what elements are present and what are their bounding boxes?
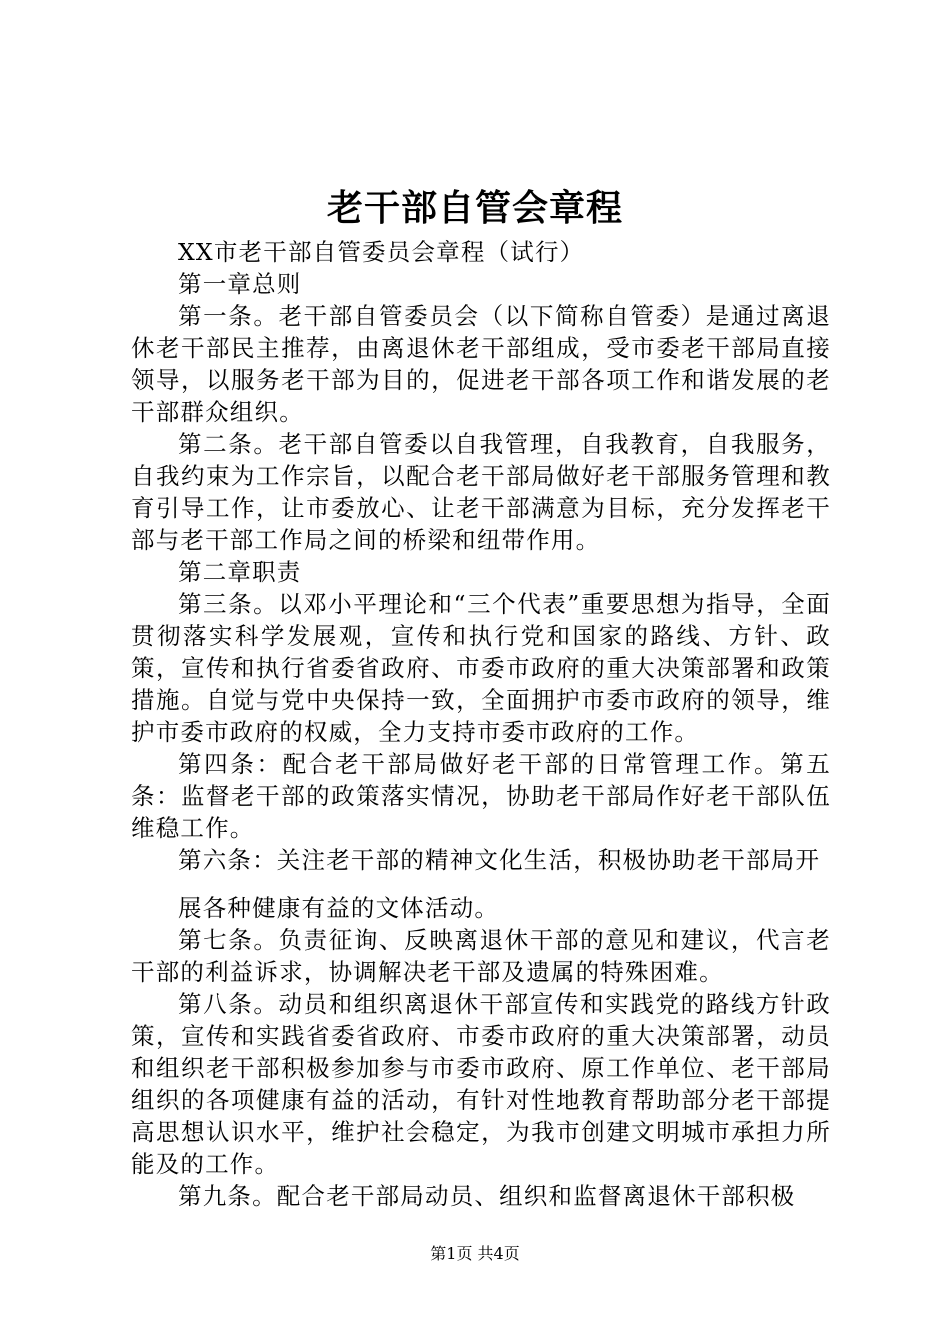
document-title: 老干部自管会章程	[326, 187, 623, 229]
paragraph-article-4-5: 第四条：配合老干部局做好老干部的日常管理工作。第五条：监督老干部的政策落实情况，协助老干部局作好老干部队伍维稳工作。	[131, 750, 831, 842]
paragraph-article-7: 第七条。负责征询、反映离退休干部的意见和建议，代言老干部的利益诉求，协调解决老干部及遗属的特殊困难。	[131, 926, 831, 986]
page-footer: 第1页 共4页	[430, 1244, 520, 1263]
paragraph-article-1: 第一条。老干部自管委员会（以下简称自管委）是通过离退休老干部民主推荐，由离退休老干部组成，受市委老干部局直接领导，以服务老干部为目的，促进老干部各项工作和谐发展的老干部群众组织。	[131, 302, 831, 426]
paragraph-article-2: 第二条。老干部自管委以自我管理，自我教育，自我服务，自我约束为工作宗旨，以配合老干部局做好老干部服务管理和教育引导工作，让市委放心、让老干部满意为目标，充分发挥老干部与老干部工作局之间的桥梁和纽带作用。	[131, 430, 831, 554]
paragraph-article-3: 第三条。以邓小平理论和“三个代表”重要思想为指导，全面贯彻落实科学发展观，宣传和执行党和国家的路线、方针、政策，宣传和执行省委省政府、市委市政府的重大决策部署和政策措施。自觉与党中央保持一致，全面拥护市委市政府的领导，维护市委市政府的权威，全力支持市委市政府的工作。	[131, 590, 831, 746]
paragraph-chapter-1: 第一章总则	[178, 270, 302, 298]
paragraph-article-6: 第六条：关注老干部的精神文化生活，积极协助老干部局开	[178, 846, 821, 874]
paragraph-article-8: 第八条。动员和组织离退休干部宣传和实践党的路线方针政策，宣传和实践省委省政府、市委市政府的重大决策部署，动员和组织老干部积极参加参与市委市政府、原工作单位、老干部局组织的各项健康有益的活动，有针对性地教育帮助部分老干部提高思想认识水平，维护社会稳定，为我市创建文明城市承担力所能及的工作。	[131, 990, 831, 1178]
document-body	[131, 236, 831, 1212]
paragraph-article-9: 第九条。配合老干部局动员、组织和监督离退休干部积极	[178, 1182, 796, 1210]
paragraph-article-6-cont: 展各种健康有益的文体活动。	[178, 894, 500, 922]
paragraph-chapter-2: 第二章职责	[178, 558, 302, 586]
paragraph-subtitle: XX市老干部自管委员会章程（试行）	[178, 238, 585, 266]
